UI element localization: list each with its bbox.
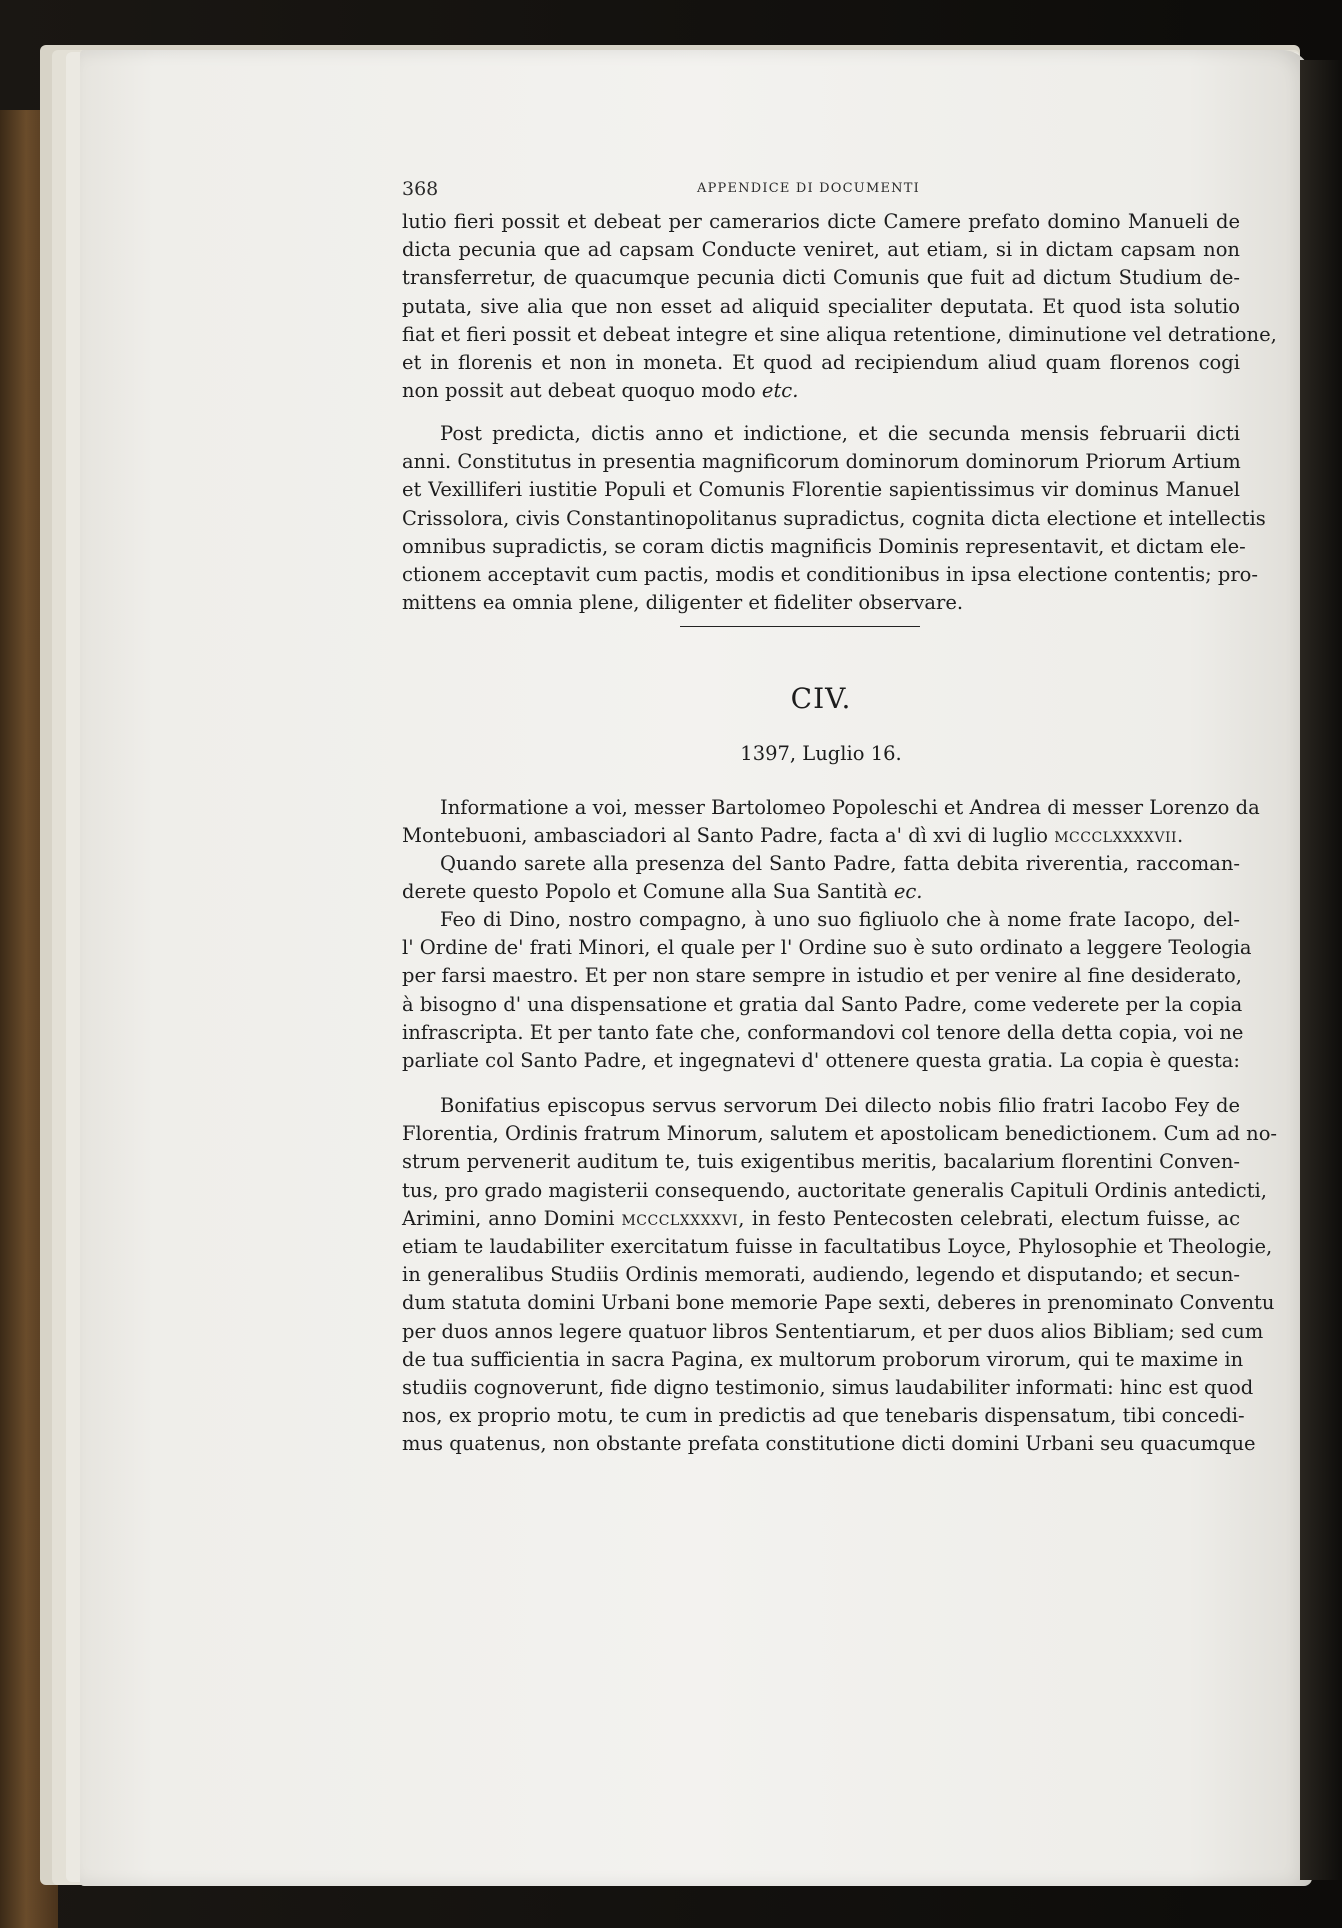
- text-line: Feo di Dino, nostro compagno, à uno suo figliuolo che à nome frate Iacopo, del-: [440, 908, 1240, 931]
- page-gutter-shadow: [1300, 60, 1342, 1880]
- section-divider: [680, 626, 920, 627]
- document-date: 1397, Luglio 16.: [740, 742, 902, 765]
- text-line-last: non possit aut debeat quoquo modo etc.: [402, 379, 799, 403]
- text-line: l' Ordine de' frati Minori, el quale per l' Ordine suo è suto ordinato a leggere Teologia: [402, 936, 1252, 960]
- text-line: Florentia, Ordinis fratrum Minorum, salutem et apostolicam benedictionem. Cum ad no-: [402, 1122, 1278, 1146]
- text-line: dicta pecunia que ad capsam Conducte veniret, aut etiam, si in dictam capsam non: [402, 238, 1240, 262]
- text-line: Informatione a voi, messer Bartolomeo Popoleschi et Andrea di messer Lorenzo da: [440, 796, 1260, 819]
- text-line: putata, sive alia que non esset ad aliquid specialiter deputata. Et quod ista solutio: [402, 294, 1240, 318]
- text-line: infrascripta. Et per tanto fate che, conformandovi col tenore della detta copia, voi ne: [402, 1020, 1244, 1044]
- text-line: per duos annos legere quatuor libros Sententiarum, et per duos alios Bibliam; sed cum: [402, 1319, 1264, 1343]
- text-line: fiat et fieri possit et debeat integre et sine aliqua retentione, diminutione vel detratione,: [402, 322, 1277, 346]
- text-line: ctionem acceptavit cum pactis, modis et conditionibus in ipsa electione contentis; pro-: [402, 563, 1258, 587]
- paragraph-bonifatius: [402, 1092, 1278, 1459]
- paragraph-feo-di-dino: [402, 906, 1252, 1075]
- text-line: Crissolora, civis Constantinopolitanus supradictus, cognita dicta electione et intellectis: [402, 506, 1266, 530]
- text-line: et in florenis et non in moneta. Et quod ad recipiendum aliud quam florenos cogi: [402, 351, 1240, 375]
- paragraph-continuation: [402, 208, 1277, 405]
- text-line: lutio fieri possit et debeat per camerarios dicte Camere prefato domino Manueli de: [402, 210, 1240, 233]
- text-line: in generalibus Studiis Ordinis memorati, audiendo, legendo et disputando; et secun-: [402, 1263, 1240, 1287]
- text-line: omnibus supradictis, se coram dictis magnificis Dominis representavit, et dictam ele-: [402, 534, 1246, 558]
- text-line: à bisogno d' una dispensatione et gratia dal Santo Padre, come vederete per la copia: [402, 992, 1243, 1016]
- paragraph-informatione: [402, 794, 1260, 850]
- paragraph-post-predicta: [402, 420, 1266, 617]
- text-line: etiam te laudabiliter exercitatum fuisse in facultatibus Loyce, Phylosophie et Theologie,: [402, 1235, 1273, 1259]
- text-line-last: derete questo Popolo et Comune alla Sua Santità ec.: [402, 880, 923, 904]
- text-line: et Vexilliferi iustitie Populi et Comunis Florentie sapientissimus vir dominus Manuel: [402, 478, 1240, 502]
- text-line: transferretur, de quacumque pecunia dicti Comunis que fuit ad dictum Studium de-: [402, 266, 1240, 290]
- text-line: nos, ex proprio motu, te cum in predictis ad que tenebaris dispensatum, tibi concedi-: [402, 1404, 1245, 1428]
- text-line: Post predicta, dictis anno et indictione, et die secunda mensis februarii dicti: [440, 422, 1240, 445]
- text-line: Arimini, anno Domini mccclxxxxvi, in festo Pentecosten celebrati, electum fuisse, ac: [402, 1206, 1241, 1230]
- text-line: tus, pro grado magisterii consequendo, auctoritate generalis Capituli Ordinis antedicti,: [402, 1178, 1267, 1202]
- running-header: [402, 178, 1242, 202]
- text-line: mus quatenus, non obstante prefata constitutione dicti domini Urbani seu quacumque: [402, 1432, 1256, 1456]
- text-line: parliate col Santo Padre, et ingegnatevi d' ottenere questa gratia. La copia è questa:: [402, 1049, 1240, 1073]
- text-line: studiis cognoverunt, fide digno testimonio, simus laudabiliter informati: hinc est quod: [402, 1376, 1254, 1400]
- text-line: per farsi maestro. Et per non stare sempre in istudio et per venire al fine desiderato,: [402, 964, 1242, 988]
- text-line: dum statuta domini Urbani bone memorie Pape sexti, deberes in prenominato Conventu: [402, 1291, 1275, 1315]
- text-line-last: Montebuoni, ambasciadori al Santo Padre, facta a' dì xvi di luglio mccclxxxxvii.: [402, 824, 1184, 848]
- text-line: de tua sufficientia in sacra Pagina, ex multorum proborum virorum, qui te maxime in: [402, 1347, 1244, 1371]
- running-title: APPENDICE DI DOCUMENTI: [697, 181, 920, 196]
- text-line: Quando sarete alla presenza del Santo Padre, fatta debita riverentia, raccoman-: [440, 852, 1240, 875]
- document-number: CIV.: [790, 682, 852, 715]
- paragraph-quando: [402, 850, 1240, 906]
- page-number: 368: [402, 178, 439, 200]
- text-line: Bonifatius episcopus servus servorum Dei dilecto nobis filio fratri Iacobo Fey de: [440, 1094, 1240, 1117]
- text-line: anni. Constitutus in presentia magnificorum dominorum dominorum Priorum Artium: [402, 450, 1241, 474]
- text-line-last: mittens ea omnia plene, diligenter et fideliter observare.: [402, 591, 964, 615]
- text-line: strum pervenerit auditum te, tuis exigentibus meritis, bacalarium florentini Conven-: [402, 1150, 1240, 1174]
